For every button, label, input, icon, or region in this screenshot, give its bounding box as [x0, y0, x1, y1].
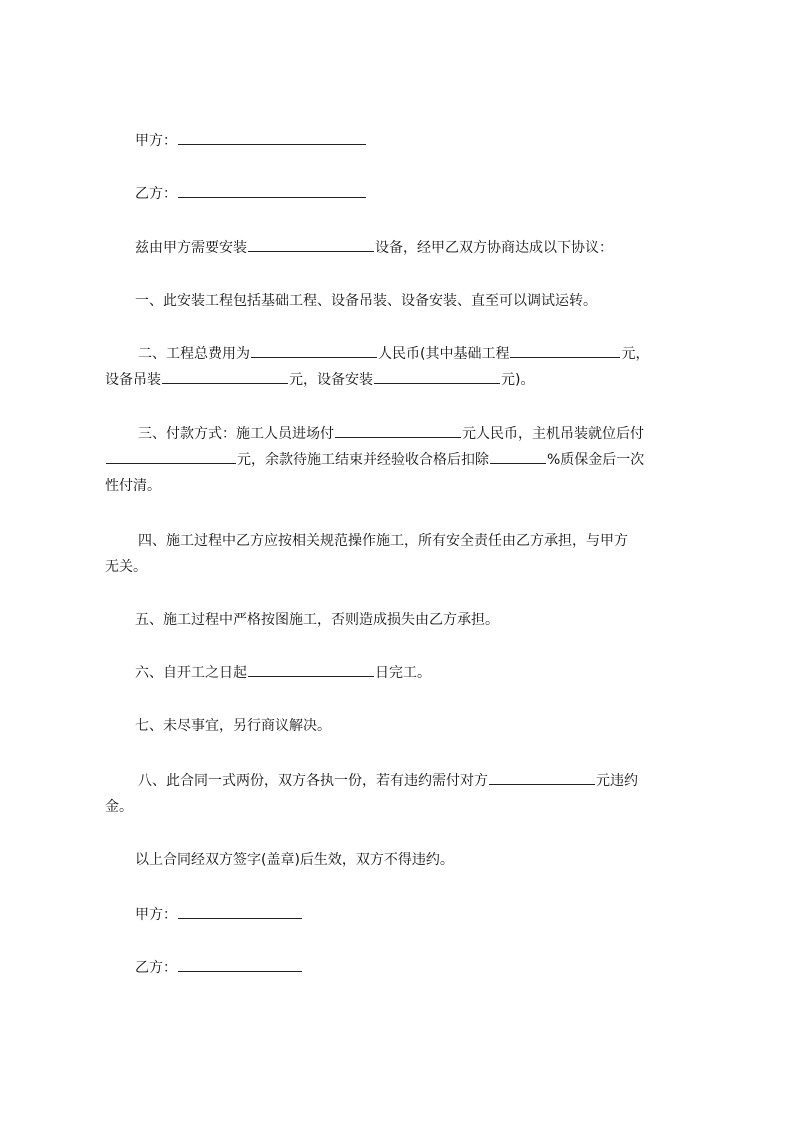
clause-5-text: 五、施工过程中严格按图施工，否则造成损失由乙方承担。: [135, 612, 499, 628]
effect-statement-text: 以上合同经双方签字(盖章)后生效，双方不得违约。: [135, 852, 454, 868]
clause-5: [135, 607, 733, 633]
clause-2: [105, 341, 703, 393]
clause-2-text-3: 元，: [621, 346, 650, 362]
party-b-label: 乙方：: [135, 186, 177, 202]
header-party-b: [135, 181, 733, 207]
foundation-cost-blank[interactable]: [510, 343, 620, 358]
party-b-blank[interactable]: [178, 183, 366, 198]
intro-text-2: 设备，经甲乙双方协商达成以下协议：: [375, 240, 613, 256]
entry-payment-blank[interactable]: [335, 423, 461, 438]
clause-8-text-1: 八、此合同一式两份，双方各执一份，若有违约需付对方: [138, 773, 488, 789]
clause-2-text-2: 人民币(其中基础工程: [378, 346, 510, 362]
clause-8-line-1: [105, 768, 703, 794]
intro-text-1: 兹由甲方需要安装: [135, 240, 247, 256]
installation-cost-blank[interactable]: [374, 369, 500, 384]
clause-7: [135, 713, 733, 739]
clause-8-text-2: 元违约: [596, 773, 638, 789]
clause-3-line-1: [105, 421, 703, 447]
clause-2-text-6: 元)。: [501, 372, 535, 388]
party-a-label: 甲方：: [135, 133, 177, 149]
clause-2-line-2: [105, 367, 703, 393]
clause-7-text: 七、未尽事宜，另行商议解决。: [135, 718, 331, 734]
clause-2-text-4: 设备吊装: [105, 372, 161, 388]
clause-3-text-3: 元，余款待施工结束并经验收合格后扣除: [237, 452, 489, 468]
signature-party-b-blank[interactable]: [178, 957, 302, 972]
signature-party-b-label: 乙方：: [135, 960, 177, 976]
completion-days-blank[interactable]: [248, 662, 374, 677]
clause-1-text: 一、此安装工程包括基础工程、设备吊装、设备安装、直至可以调试运转。: [135, 293, 597, 309]
clause-3: [105, 421, 703, 499]
clause-3-line-3: [105, 473, 703, 499]
clause-6-text-1: 六、自开工之日起: [135, 665, 247, 681]
clause-1: [135, 288, 733, 314]
clause-8: [105, 768, 703, 820]
hoisting-payment-blank[interactable]: [106, 449, 236, 464]
hoisting-cost-blank[interactable]: [162, 369, 288, 384]
clause-4-line-1: 四、施工过程中乙方应按相关规范操作施工，所有安全责任由乙方承担，与甲方: [138, 533, 628, 549]
clause-8-line-2: 金。: [105, 799, 133, 815]
penalty-amount-blank[interactable]: [489, 770, 595, 785]
equipment-name-blank[interactable]: [248, 237, 374, 252]
header-party-a: [135, 128, 733, 154]
retention-percent-blank[interactable]: [490, 449, 546, 464]
clause-6-text-2: 日完工。: [375, 665, 431, 681]
party-a-blank[interactable]: [178, 130, 366, 145]
total-cost-blank[interactable]: [251, 343, 377, 358]
clause-4: [105, 528, 703, 580]
clause-6: [135, 660, 733, 686]
effect-statement: [135, 847, 733, 873]
clause-4-line-2: 无关。: [105, 559, 147, 575]
clause-2-text-1: 二、工程总费用为: [138, 346, 250, 362]
clause-3-text-2: 元人民币，主机吊装就位后付: [462, 426, 644, 442]
clause-3-text-1: 三、付款方式：施工人员进场付: [138, 426, 334, 442]
clause-3-text-5: 性付清。: [105, 478, 161, 494]
signature-party-b: [135, 955, 733, 981]
signature-party-a-label: 甲方：: [135, 907, 177, 923]
intro-paragraph: [135, 235, 733, 261]
signature-party-a-blank[interactable]: [178, 904, 302, 919]
clause-3-line-2: [105, 447, 703, 473]
clause-3-text-4: %质保金后一次: [547, 452, 645, 468]
clause-2-text-5: 元，设备安装: [289, 372, 373, 388]
clause-2-line-1: [105, 341, 703, 367]
signature-party-a: [135, 902, 733, 928]
